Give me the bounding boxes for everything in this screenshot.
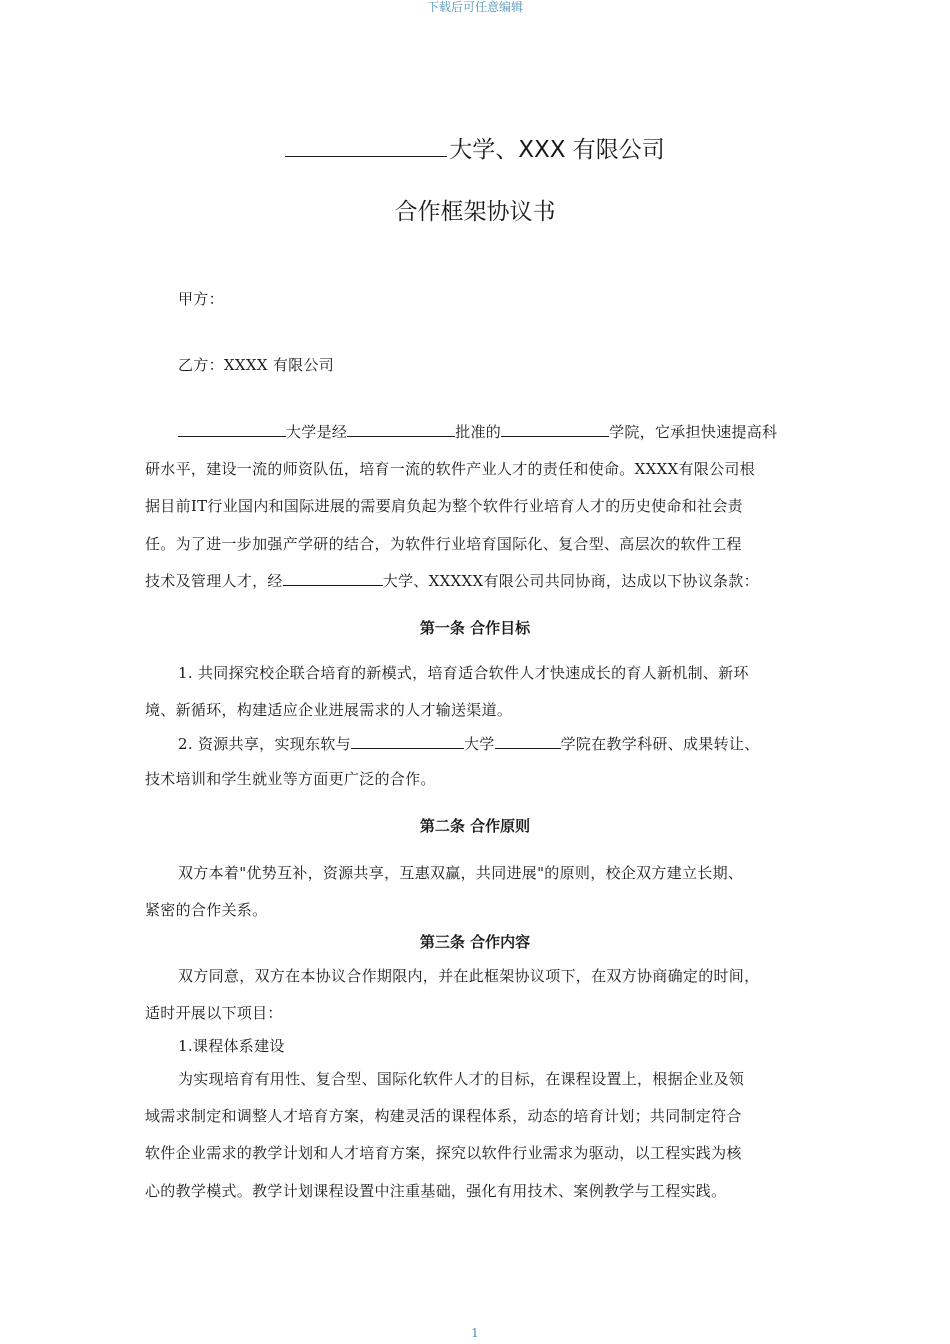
intro-line-3: 据目前IT行业国内和国际进展的需要肩负起为整个软件行业培育人才的历史使命和社会责 bbox=[145, 497, 743, 515]
intro-line-5 bbox=[145, 570, 759, 592]
page-number: 1 bbox=[471, 1326, 479, 1340]
blank-college bbox=[501, 421, 609, 437]
title-blank bbox=[285, 134, 447, 157]
title-text: 大学、XXX 有限公司 bbox=[449, 137, 665, 163]
party-b: 乙方：XXXX 有限公司 bbox=[178, 356, 335, 374]
curriculum-line4: 心的教学模式。教学计划课程设置中注重基础，强化有用技术、案例教学与工程实践。 bbox=[145, 1182, 727, 1200]
article-1-p1-line2: 境、新循环，构建适应企业进展需求的人才输送渠道。 bbox=[145, 701, 513, 719]
article-1-p2-line2: 技术培训和学生就业等方面更广泛的合作。 bbox=[145, 770, 436, 788]
party-a: 甲方： bbox=[178, 290, 224, 308]
intro-line-2: 研水平，建设一流的师资队伍，培育一流的软件产业人才的责任和使命。XXXX有限公司根 bbox=[145, 460, 756, 478]
article-3-line2: 适时开展以下项目： bbox=[145, 1004, 283, 1022]
blank-college-2 bbox=[495, 733, 561, 749]
subsection-curriculum: 1.课程体系建设 bbox=[178, 1037, 285, 1055]
article-3-line1: 双方同意，双方在本协议合作期限内，并在此框架协议项下，在双方协商确定的时间， bbox=[178, 967, 760, 985]
intro-text: 技术及管理人才，经 bbox=[145, 572, 283, 590]
article-1-heading: 第一条 合作目标 bbox=[419, 619, 531, 637]
blank-approver bbox=[347, 421, 455, 437]
blank-university-2 bbox=[283, 570, 383, 586]
article-2-line2: 紧密的合作关系。 bbox=[145, 901, 268, 919]
curriculum-line3: 软件企业需求的教学计划和人才培育方案，探究以软件行业需求为驱动，以工程实践为核 bbox=[145, 1144, 742, 1162]
blank-university bbox=[178, 421, 286, 437]
intro-text: 大学、XXXXX有限公司共同协商，达成以下协议条款： bbox=[382, 572, 759, 590]
article-3-heading: 第三条 合作内容 bbox=[419, 933, 531, 951]
intro-line-1 bbox=[178, 421, 777, 443]
intro-line-4: 任。为了进一步加强产学研的结合，为软件行业培育国际化、复合型、高层次的软件工程 bbox=[145, 535, 742, 553]
agreement-title-line1 bbox=[0, 134, 950, 165]
article-1-text: 2. 资源共享，实现东软与 bbox=[178, 735, 351, 753]
curriculum-line2: 域需求制定和调整人才培育方案，构建灵活的课程体系，动态的培育计划；共同制定符合 bbox=[145, 1107, 742, 1125]
article-1-text: 学院在教学科研、成果转让、 bbox=[560, 735, 760, 753]
article-1-p2-line1 bbox=[178, 733, 760, 755]
intro-text: 学院，它承担快速提高科 bbox=[609, 423, 778, 441]
header-note: 下载后可任意编辑 bbox=[426, 0, 523, 14]
article-2-heading: 第二条 合作原则 bbox=[419, 817, 531, 835]
intro-text: 批准的 bbox=[455, 423, 502, 441]
intro-text: 大学是经 bbox=[286, 423, 348, 441]
article-1-p1-line1: 1. 共同探究校企联合培育的新模式，培育适合软件人才快速成长的育人新机制、新环 bbox=[178, 664, 749, 682]
article-2-line1: 双方本着"优势互补，资源共享，互惠双赢，共同进展"的原则，校企双方建立长期、 bbox=[178, 864, 744, 882]
article-1-text: 大学 bbox=[463, 735, 495, 753]
curriculum-line1: 为实现培育有用性、复合型、国际化软件人才的目标，在课程设置上，根据企业及领 bbox=[178, 1070, 745, 1088]
agreement-title-line2: 合作框架协议书 bbox=[394, 199, 556, 225]
blank-university-3 bbox=[351, 733, 464, 749]
